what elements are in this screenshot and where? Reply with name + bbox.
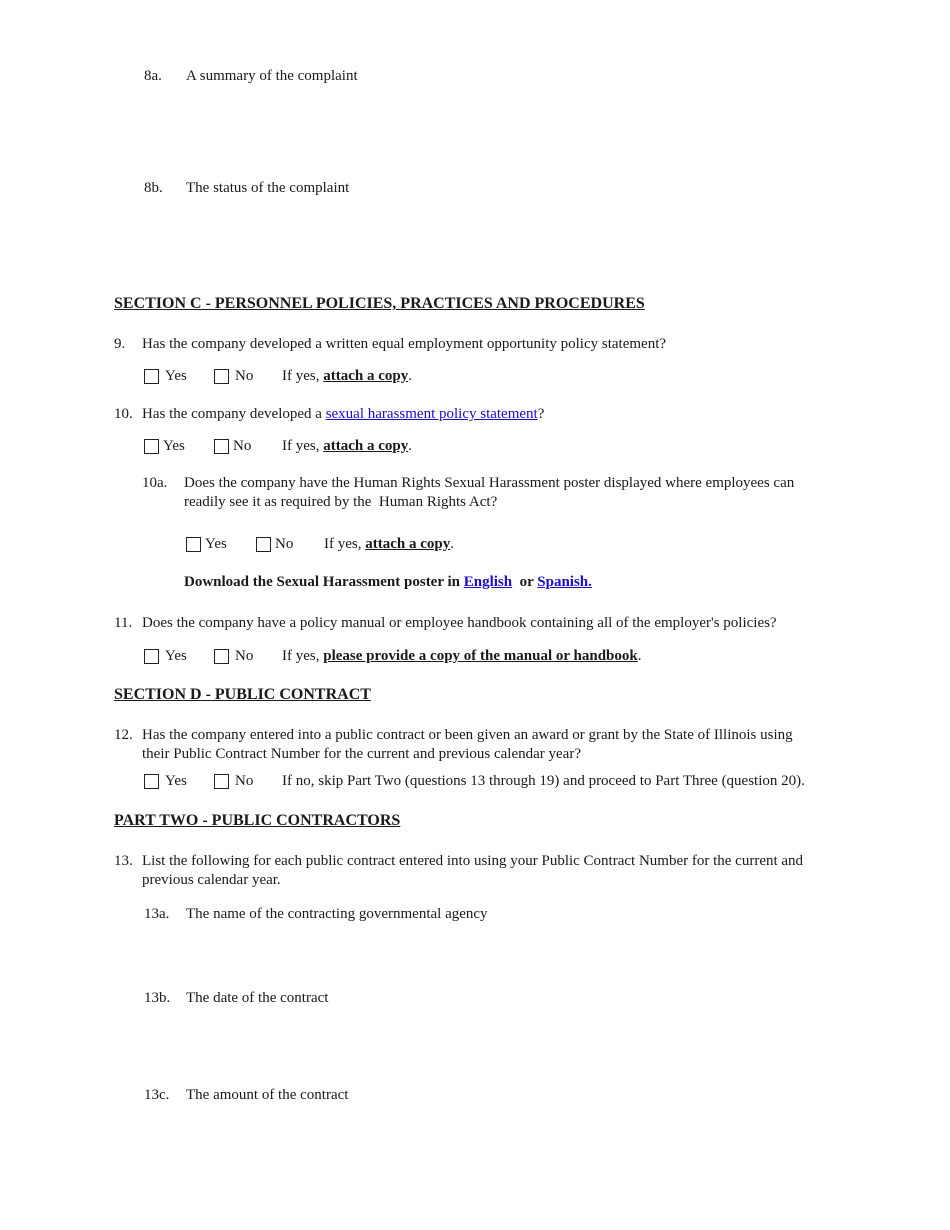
- q13-text-line1: List the following for each public contract entered into using your Public Contract Number for the current and: [142, 853, 804, 869]
- q10a-text-line1: Does the company have the Human Rights Sexual Harassment poster displayed where employees can: [184, 475, 795, 491]
- section-d-heading: SECTION D - PUBLIC CONTRACT: [114, 686, 371, 703]
- q11-provide-instruction: If yes, please provide a copy of the manual or handbook.: [282, 648, 642, 664]
- q11-number: 11.: [114, 615, 133, 631]
- poster-download-line: Download the Sexual Harassment poster in English or Spanish.: [184, 574, 592, 590]
- q11-yes-label: Yes: [165, 648, 187, 664]
- q11-no-label: No: [235, 648, 254, 664]
- q10-yes-checkbox[interactable]: [144, 439, 159, 454]
- q13a-text: The name of the contracting governmental agency: [186, 906, 488, 922]
- poster-english-link[interactable]: English: [463, 574, 513, 590]
- sexual-harassment-policy-link[interactable]: sexual harassment policy statement: [325, 406, 538, 422]
- q11-text: Does the company have a policy manual or employee handbook containing all of the employer's policies?: [142, 615, 777, 631]
- q10a-no-label: No: [275, 536, 294, 552]
- q12-text-line2: their Public Contract Number for the current and previous calendar year?: [142, 746, 581, 762]
- part-two-heading: PART TWO - PUBLIC CONTRACTORS: [114, 812, 401, 829]
- q11-no-checkbox[interactable]: [214, 649, 229, 664]
- q10a-yes-checkbox[interactable]: [186, 537, 201, 552]
- q9-no-label: No: [235, 368, 254, 384]
- q8b-number: 8b.: [144, 180, 163, 196]
- q9-number: 9.: [114, 336, 126, 352]
- q13a-number: 13a.: [144, 906, 170, 922]
- q8b-text: The status of the complaint: [186, 180, 350, 196]
- q9-yes-checkbox[interactable]: [144, 369, 159, 384]
- q9-no-checkbox[interactable]: [214, 369, 229, 384]
- q10-number: 10.: [114, 406, 133, 422]
- q13c-text: The amount of the contract: [186, 1087, 349, 1103]
- q10-text: Has the company developed a sexual harassment policy statement?: [142, 406, 545, 422]
- q10a-no-checkbox[interactable]: [256, 537, 271, 552]
- q13c-number: 13c.: [144, 1087, 170, 1103]
- q12-skip-instruction: If no, skip Part Two (questions 13 through 19) and proceed to Part Three (question 20).: [282, 773, 805, 789]
- q12-no-label: No: [235, 773, 254, 789]
- q8a-text: A summary of the complaint: [186, 68, 358, 84]
- q12-yes-checkbox[interactable]: [144, 774, 159, 789]
- q12-number: 12.: [114, 727, 133, 743]
- q10-no-checkbox[interactable]: [214, 439, 229, 454]
- q13b-text: The date of the contract: [186, 990, 329, 1006]
- q10a-number: 10a.: [142, 475, 168, 491]
- q13b-number: 13b.: [144, 990, 171, 1006]
- section-c-heading: SECTION C - PERSONNEL POLICIES, PRACTICES AND PROCEDURES: [114, 295, 645, 312]
- q13-number: 13.: [114, 853, 133, 869]
- poster-spanish-link[interactable]: Spanish.: [537, 574, 592, 590]
- q10-no-label: No: [233, 438, 252, 454]
- q10-attach-instruction: If yes, attach a copy.: [282, 438, 412, 454]
- q9-attach-instruction: If yes, attach a copy.: [282, 368, 412, 384]
- q13-text-line2: previous calendar year.: [142, 872, 281, 888]
- q10a-attach-instruction: If yes, attach a copy.: [324, 536, 454, 552]
- q11-yes-checkbox[interactable]: [144, 649, 159, 664]
- q9-yes-label: Yes: [165, 368, 187, 384]
- q12-text-line1: Has the company entered into a public contract or been given an award or grant by the State of Illinois using: [142, 727, 793, 743]
- q10a-yes-label: Yes: [205, 536, 227, 552]
- q10a-text-line2: readily see it as required by the Human Rights Act?: [184, 494, 498, 510]
- q9-text: Has the company developed a written equal employment opportunity policy statement?: [142, 336, 667, 352]
- q8a-number: 8a.: [144, 68, 162, 84]
- q12-no-checkbox[interactable]: [214, 774, 229, 789]
- q10-yes-label: Yes: [163, 438, 185, 454]
- q12-yes-label: Yes: [165, 773, 187, 789]
